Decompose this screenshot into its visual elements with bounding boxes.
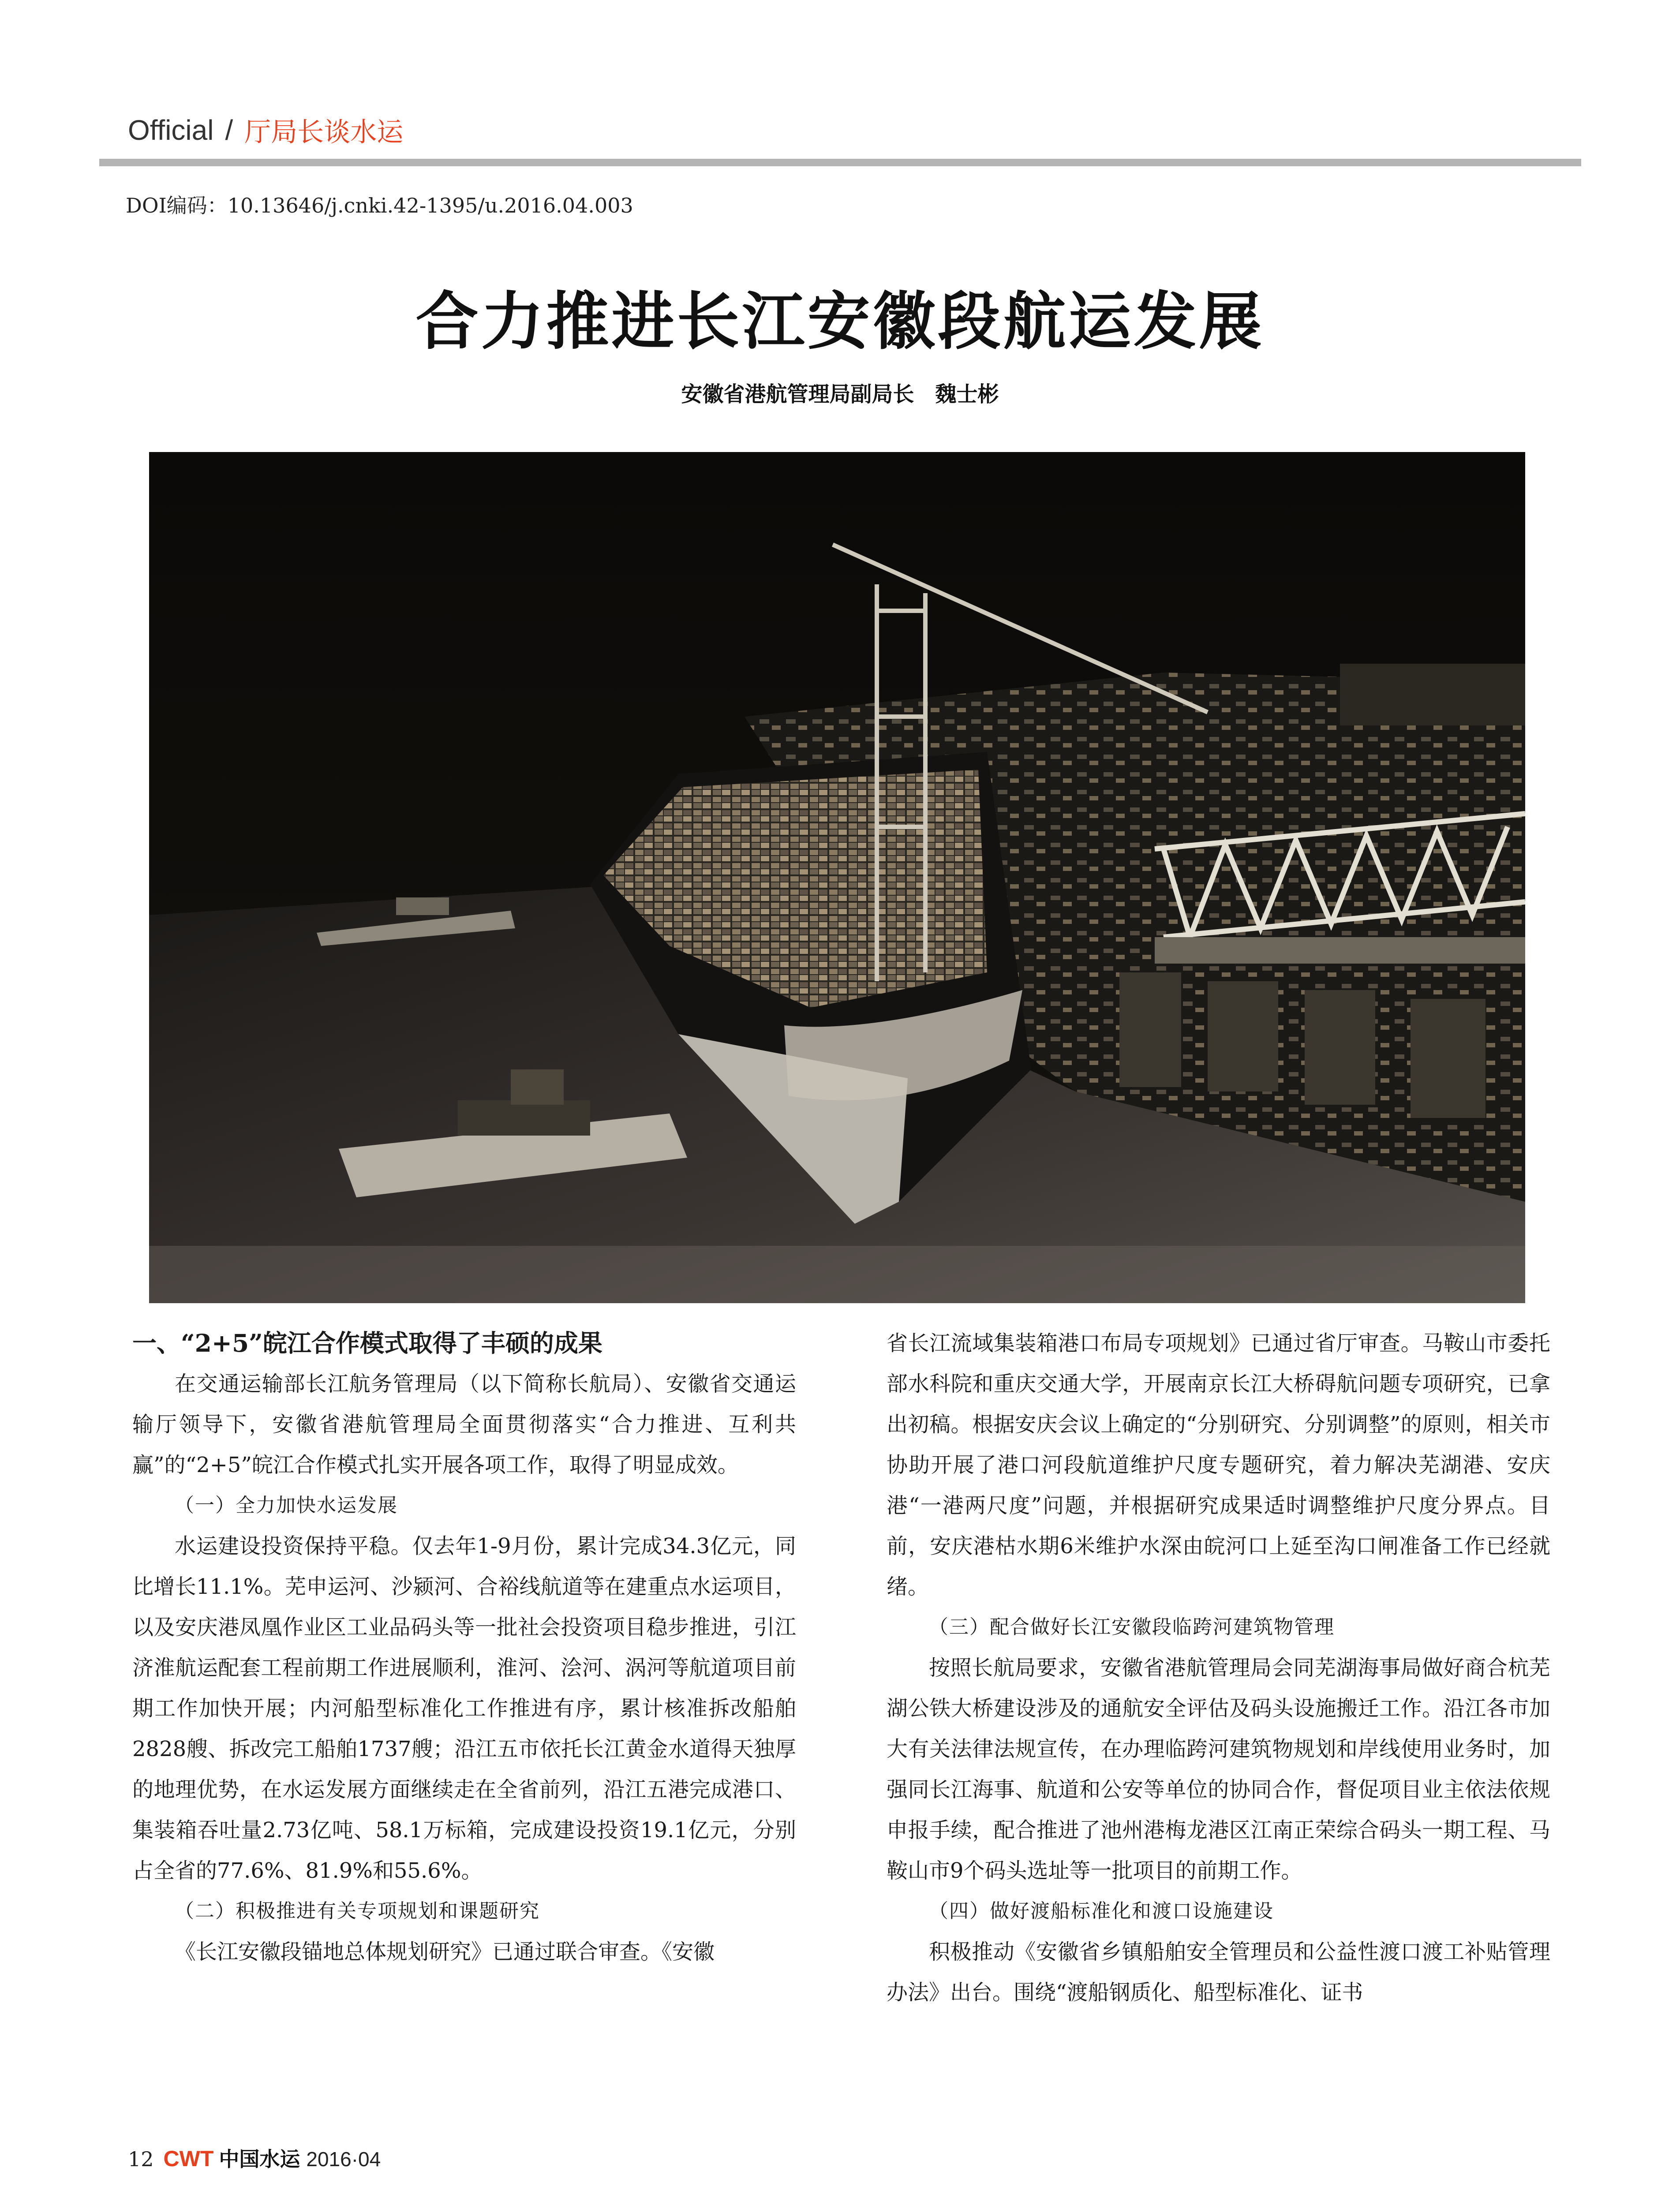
article-author: 安徽省港航管理局副局长 魏士彬: [681, 382, 999, 407]
right-column: [887, 1323, 1550, 2013]
subsection-1-paragraph: 水运建设投资保持平稳。仅去年1-9月份，累计完成34.3亿元，同比增长11.1%。芜申运河、沙颍河、合裕线航道等在建重点水运项目，以及安庆港凤凰作业区工业品码头等一批社会投资项目稳步推进，引江济淮航运配套工程前期工作进展顺利，淮河、浍河、涡河等航道项目前期工作加快开展；内河船型标准化工作推进有序，累计核准拆改船舶2828艘、拆改完工船舶1737艘；沿江五市依托长江黄金水道得天独厚的地理优势，在水运发展方面继续走在全省前列，沿江五港完成港口、集装箱吞吐量2.73亿吨、58.1万标箱，完成建设投资19.1亿元，分别占全省的77.6%、81.9%和55.6%。: [132, 1534, 796, 1883]
header-section-label: 厅局长谈水运: [244, 117, 404, 148]
subsection-2-paragraph-start: 《长江安徽段锚地总体规划研究》已通过联合审查。《安徽: [175, 1940, 715, 1964]
subsection-2-heading: （二）积极推进有关专项规划和课题研究: [175, 1900, 540, 1922]
subsection-2-paragraph-continued: 省长江流域集装箱港口布局专项规划》已通过省厅审查。马鞍山市委托部水科院和重庆交通大学，开展南京长江大桥碍航问题专项研究，已拿出初稿。根据安庆会议上确定的“分别研究、分别调整”的原则，相关市协助开展了港口河段航道维护尺度专题研究，着力解决芜湖港、安庆港“一港两尺度”问题，并根据研究成果适时调整维护尺度分界点。目前，安庆港枯水期6米维护水深由皖河口上延至沟口闸准备工作已经就绪。: [887, 1331, 1550, 1599]
intro-paragraph: 在交通运输部长江航务管理局（以下简称长航局）、安徽省交通运输厅领导下，安徽省港航管理局全面贯彻落实“合力推进、互利共赢”的“2+5”皖江合作模式扎实开展各项工作，取得了明显成效。: [132, 1372, 796, 1477]
left-column: [132, 1323, 796, 1972]
journal-issue: 2016·04: [306, 2148, 381, 2171]
subsection-4-heading: （四）做好渡船标准化和渡口设施建设: [929, 1900, 1274, 1922]
subsection-3-heading: （三）配合做好长江安徽段临跨河建筑物管理: [929, 1616, 1335, 1638]
subsection-3-paragraph: 按照长航局要求，安徽省港航管理局会同芜湖海事局做好商合杭芜湖公铁大桥建设涉及的通航安全评估及码头设施搬迁工作。沿江各市加大有关法律法规宣传，在办理临跨河建筑物规划和岸线使用业务时，加强同长江海事、航道和公安等单位的协同合作，督促项目业主依法依规申报手续，配合推进了池州港梅龙港区江南正荣综合码头一期工程、马鞍山市9个码头选址等一批项目的前期工作。: [887, 1656, 1550, 1883]
doi-code: DOI编码：10.13646/j.cnki.42-1395/u.2016.04.003: [126, 194, 633, 217]
article-title: 合力推进长江安徽段航运发展: [415, 285, 1265, 358]
journal-logo-cwt: CWT: [163, 2146, 214, 2171]
subsection-1-heading: （一）全力加快水运发展: [175, 1494, 398, 1517]
page-header: [128, 108, 403, 152]
header-official-label: Official: [128, 114, 214, 146]
header-separator: /: [225, 114, 233, 146]
port-night-photo: [149, 452, 1525, 1303]
section-1-heading: 一、“2+5”皖江合作模式取得了丰硕的成果: [132, 1329, 602, 1357]
page-footer: [128, 2143, 381, 2172]
page-number: 12: [128, 2147, 154, 2171]
subsection-4-paragraph: 积极推动《安徽省乡镇船舶安全管理员和公益性渡口渡工补贴管理办法》出台。围绕“渡船钢质化、船型标准化、证书: [887, 1940, 1550, 2005]
header-rule: [99, 159, 1581, 166]
journal-name: 中国水运: [219, 2147, 300, 2171]
